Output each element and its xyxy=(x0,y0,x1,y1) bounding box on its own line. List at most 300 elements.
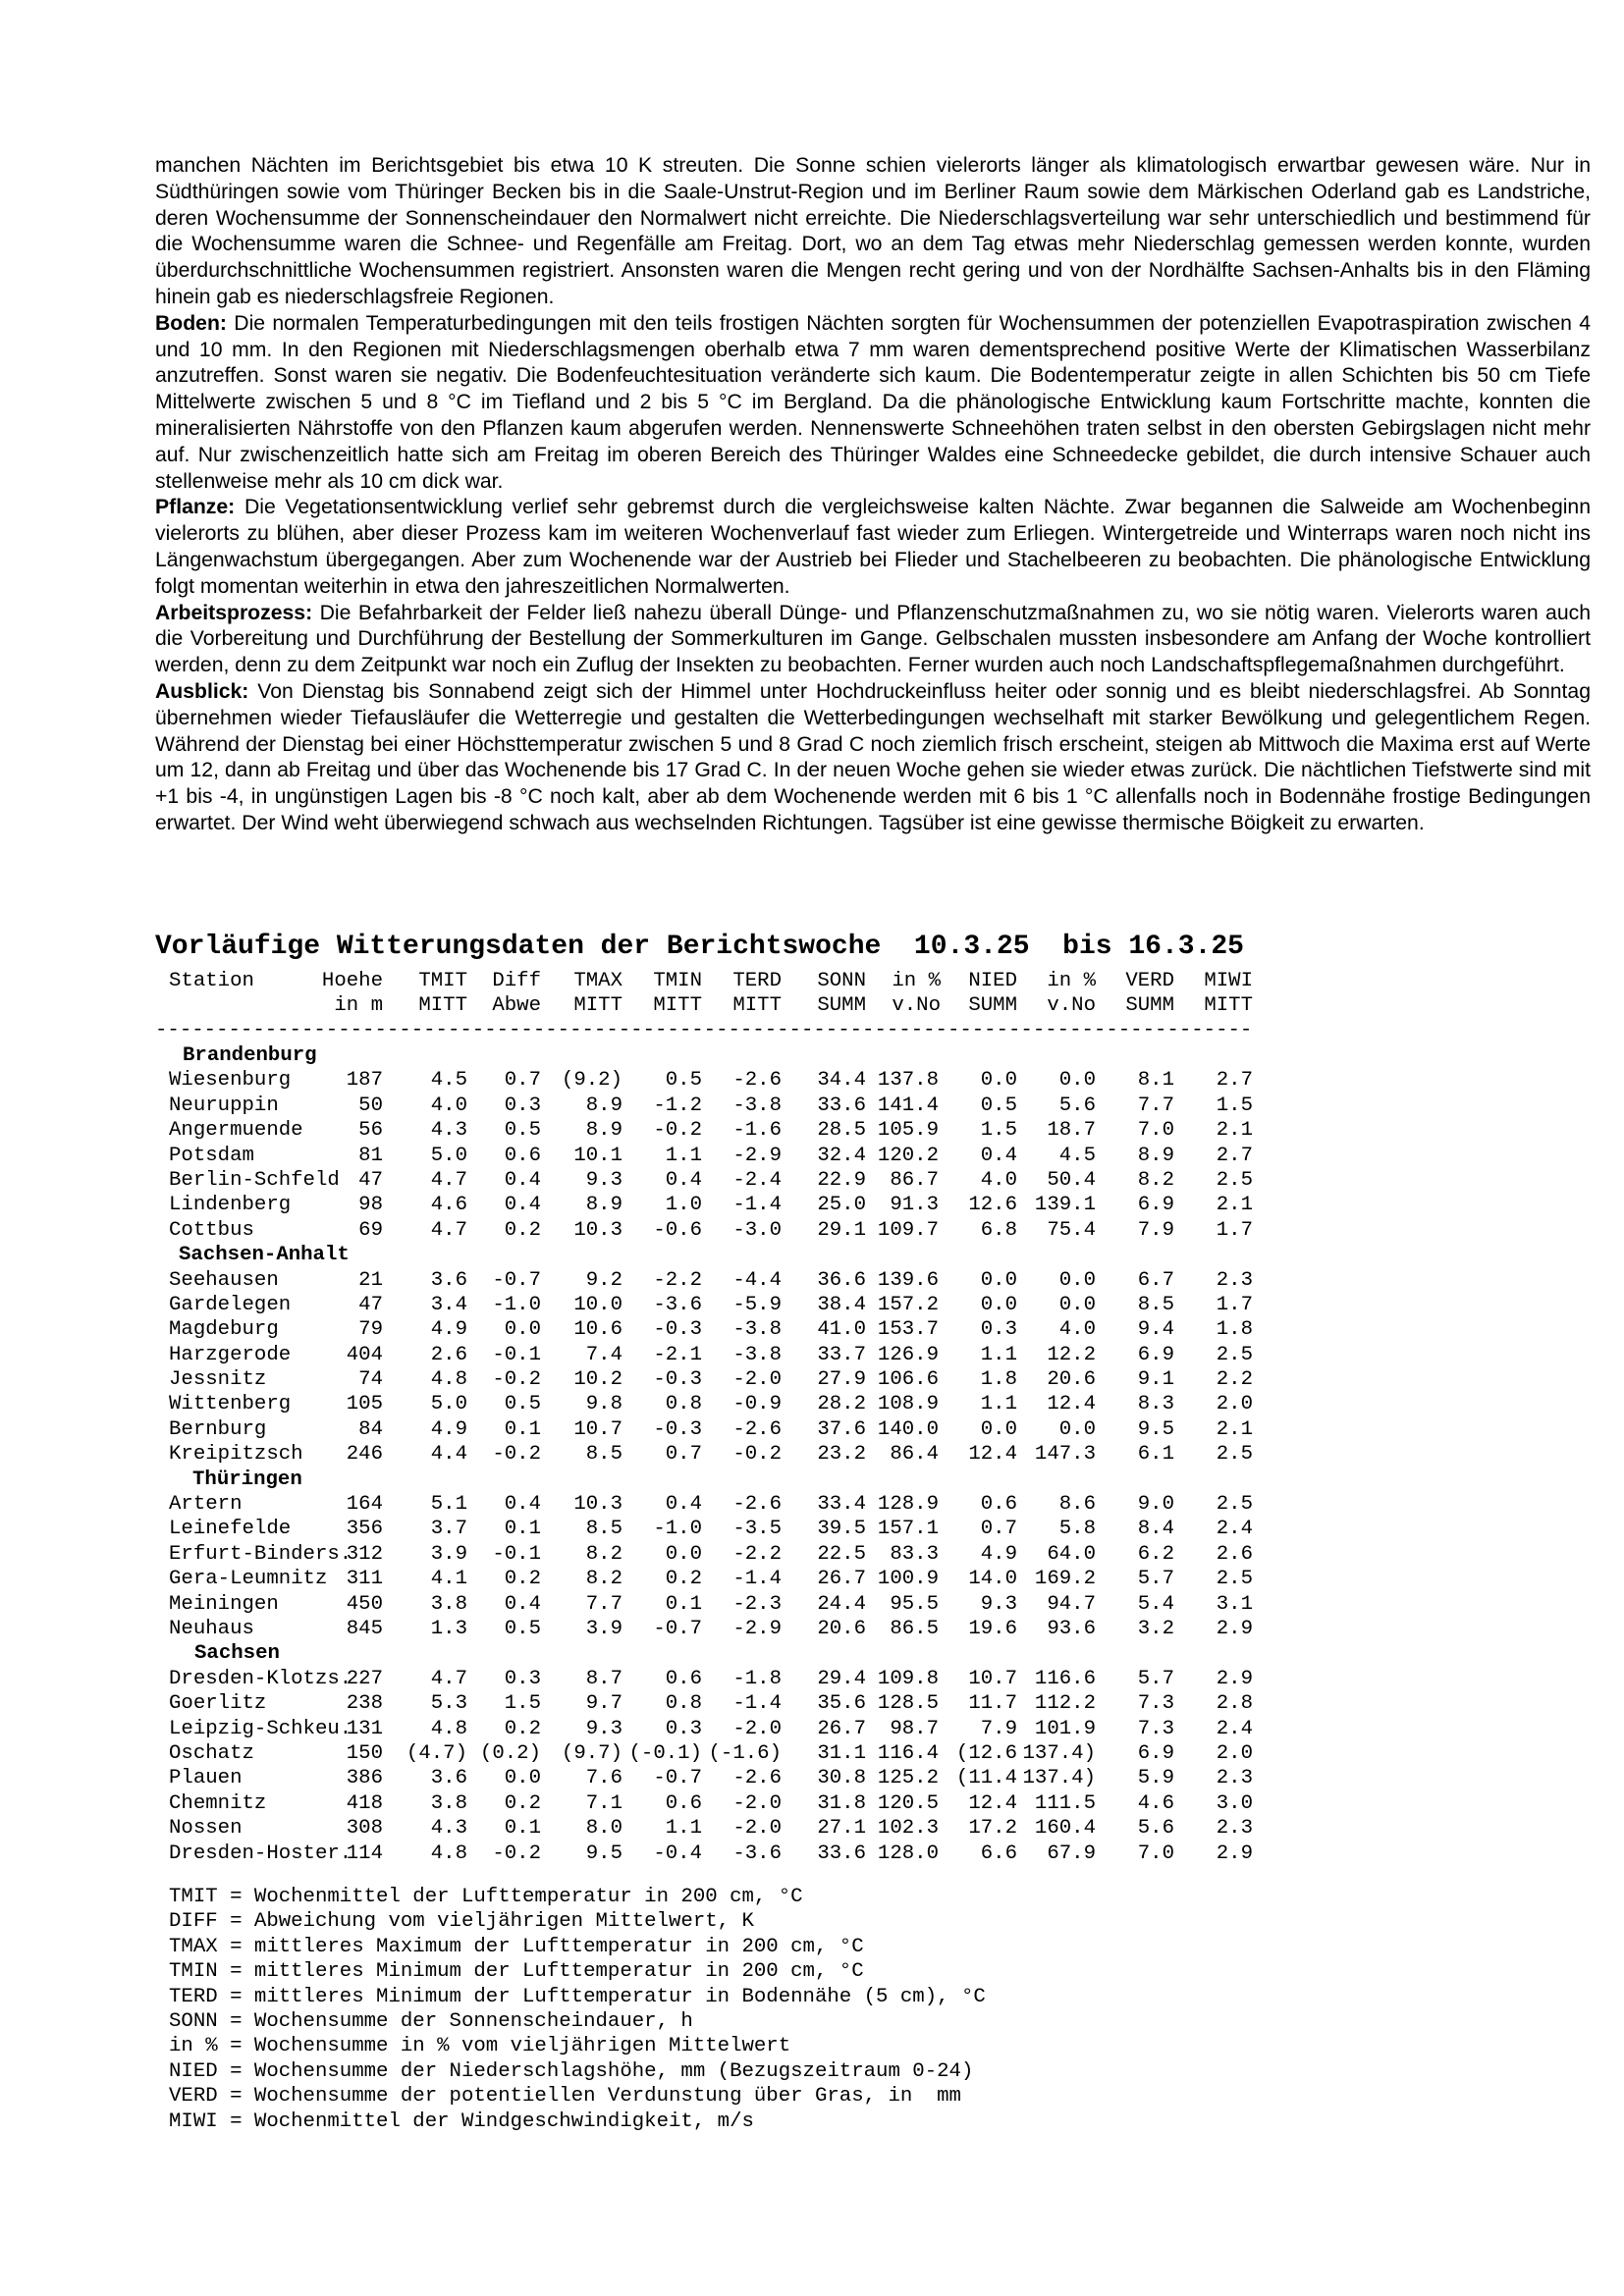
table-cell: -3.6 xyxy=(732,1842,782,1865)
table-cell: 2.5 xyxy=(1216,1568,1253,1591)
table-cell: 98 xyxy=(358,1194,383,1217)
table-cell: 1.1 xyxy=(980,1343,1017,1366)
table-cell: 1.1 xyxy=(980,1393,1017,1416)
table-cell: 8.9 xyxy=(585,1194,623,1217)
station-name: Potsdam xyxy=(169,1144,254,1167)
paragraph xyxy=(155,153,1591,311)
table-cell: 32.4 xyxy=(817,1144,866,1167)
table-cell: 4.8 xyxy=(430,1368,467,1392)
table-cell: 3.8 xyxy=(430,1791,467,1815)
table-cell: 8.5 xyxy=(1137,1293,1174,1316)
table-cell: 8.9 xyxy=(1137,1144,1174,1167)
table-row xyxy=(155,1667,1294,1691)
table-cell: -0.1 xyxy=(492,1343,541,1366)
table-cell: -2.6 xyxy=(732,1767,782,1790)
table-cell: 0.5 xyxy=(980,1094,1017,1117)
table-cell: 3.0 xyxy=(1216,1791,1253,1815)
table-cell: 0.1 xyxy=(504,1518,541,1541)
table-cell: 74 xyxy=(358,1368,383,1392)
table-cell: 12.4 xyxy=(1047,1393,1096,1416)
table-cell: 50 xyxy=(358,1094,383,1117)
station-name: Dresden-Klotzs. xyxy=(169,1667,352,1690)
table-cell: -2.3 xyxy=(732,1592,782,1616)
table-cell: 137.4) xyxy=(1022,1741,1096,1765)
table-cell: -0.3 xyxy=(653,1417,702,1441)
table-cell: 10.3 xyxy=(573,1493,623,1517)
table-cell: -1.0 xyxy=(492,1293,541,1316)
table-cell: 386 xyxy=(346,1767,383,1790)
header-cell: in % xyxy=(892,970,941,992)
table-cell: 0.0 xyxy=(980,1293,1017,1316)
table-cell: 7.7 xyxy=(1137,1094,1174,1117)
table-cell: -3.5 xyxy=(732,1518,782,1541)
table-cell: 308 xyxy=(346,1817,383,1841)
table-cell: 2.7 xyxy=(1216,1069,1253,1093)
table-cell: 39.5 xyxy=(817,1518,866,1541)
table-cell: 5.6 xyxy=(1058,1094,1096,1117)
station-name: Harzgerode xyxy=(169,1343,292,1366)
table-row xyxy=(155,1367,1294,1392)
table-cell: 0.0 xyxy=(1058,1417,1096,1441)
table-cell: -0.7 xyxy=(653,1617,702,1640)
table-cell: 10.6 xyxy=(573,1318,623,1342)
table-cell: 19.6 xyxy=(968,1617,1017,1640)
table-cell: 418 xyxy=(346,1791,383,1815)
table-cell: 94.7 xyxy=(1047,1592,1096,1616)
table-cell: 120.2 xyxy=(877,1144,939,1167)
table-cell: -1.4 xyxy=(732,1194,782,1217)
table-cell: 0.7 xyxy=(665,1443,702,1467)
table-cell: 3.8 xyxy=(430,1592,467,1616)
table-cell: 64.0 xyxy=(1047,1542,1096,1566)
station-name: Goerlitz xyxy=(169,1692,267,1716)
table-cell: 4.8 xyxy=(430,1717,467,1740)
table-cell: 0.4 xyxy=(504,1592,541,1616)
table-cell: 0.5 xyxy=(504,1617,541,1640)
table-cell: 9.8 xyxy=(585,1393,623,1416)
table-cell: 150 xyxy=(346,1741,383,1765)
table-cell: 0.4 xyxy=(665,1168,702,1192)
table-cell: (9.7) xyxy=(561,1741,623,1765)
paragraph-text: Die normalen Temperaturbedingungen mit den teils frostigen Nächten sorgten für Wochensummen der potenziellen Evapotraspiration zwischen 4 und 10 mm. In den Regionen mit Niederschlagsmengen oberhalb etwa 7 mm waren dementsprechend positive Werte der Klimatischen Wasserbilanz anzutreffen. Sonst waren sie negativ. Die Bodenfeuchtesituation veränderte sich kaum. Die Bodentemperatur zeigte in allen Schichten bis 50 cm Tiefe Mittelwerte zwischen 5 und 8 °C im Tiefland und 2 bis 5 °C im Bergland. Da die phänologische Entwicklung kaum Fortschritte machte, konnten die mineralisierten Nährstoffe von den Pflanzen kaum abgerufen werden. Nennenswerte Schneehöhen traten selbst in den obersten Gebirgslagen nicht mehr auf. Nur zwischenzeitlich hatte sich am Freitag im oberen Bereich des Thüringer Waldes eine Schneedecke gebildet, die durch intensive Schauer auch stellenweise mehr als 10 cm dick war. xyxy=(155,311,1592,493)
table-cell: 56 xyxy=(358,1119,383,1143)
table-row xyxy=(155,1617,1294,1641)
table-cell: 0.1 xyxy=(504,1417,541,1441)
table-cell: 1.5 xyxy=(1216,1094,1253,1117)
legend-line: TERD = mittleres Minimum der Lufttemperatur in Bodennähe (5 cm), °C xyxy=(169,1985,986,2008)
table-cell: 0.4 xyxy=(504,1194,541,1217)
table-cell: 50.4 xyxy=(1047,1168,1096,1192)
table-cell: 29.4 xyxy=(817,1667,866,1690)
table-cell: 4.9 xyxy=(430,1318,467,1342)
table-cell: 0.4 xyxy=(665,1493,702,1517)
table-cell: 4.0 xyxy=(430,1094,467,1117)
table-cell: 140.0 xyxy=(877,1417,939,1441)
station-name: Wiesenburg xyxy=(169,1069,292,1093)
table-cell: 0.7 xyxy=(504,1069,541,1093)
table-row xyxy=(155,1567,1294,1591)
table-cell: 26.7 xyxy=(817,1717,866,1740)
table-title: Vorläufige Witterungsdaten der Berichtswoche 10.3.25 bis 16.3.25 xyxy=(155,932,1244,962)
table-cell: 0.8 xyxy=(665,1692,702,1716)
paragraph xyxy=(155,495,1591,600)
table-cell: -1.4 xyxy=(732,1568,782,1591)
region-name: Brandenburg xyxy=(183,1044,317,1067)
header-cell: SUMM xyxy=(817,994,866,1018)
table-cell: 9.2 xyxy=(585,1268,623,1292)
table-cell: 5.0 xyxy=(430,1144,467,1167)
table-cell: 9.4 xyxy=(1137,1318,1174,1342)
table-cell: 450 xyxy=(346,1592,383,1616)
table-cell: 4.5 xyxy=(1058,1144,1096,1167)
table-cell: 8.1 xyxy=(1137,1069,1174,1093)
table-cell: (-1.6) xyxy=(708,1741,782,1765)
paragraph xyxy=(155,311,1591,496)
table-cell: 75.4 xyxy=(1047,1218,1096,1242)
table-cell: 0.3 xyxy=(504,1667,541,1690)
table-cell: -3.8 xyxy=(732,1318,782,1342)
table-row xyxy=(155,1816,1294,1841)
table-separator: ------------------------------------------------------------------------------------------ xyxy=(155,1019,1253,1041)
table-cell: 3.2 xyxy=(1137,1617,1174,1640)
table-cell: 8.7 xyxy=(585,1667,623,1690)
station-name: Artern xyxy=(169,1493,243,1517)
table-cell: 4.7 xyxy=(430,1218,467,1242)
table-cell: 18.7 xyxy=(1047,1119,1096,1143)
header-cell: v.No xyxy=(1047,994,1096,1018)
table-cell: 6.6 xyxy=(980,1842,1017,1865)
table-cell: 101.9 xyxy=(1034,1717,1096,1740)
table-cell: 100.9 xyxy=(877,1568,939,1591)
station-name: Seehausen xyxy=(169,1268,279,1292)
table-cell: 2.4 xyxy=(1216,1717,1253,1740)
legend-line: MIWI = Wochenmittel der Windgeschwindigkeit, m/s xyxy=(169,2109,754,2133)
header-cell: MITT xyxy=(1204,994,1253,1018)
header-cell: SONN xyxy=(817,970,866,992)
table-row xyxy=(155,1293,1294,1317)
table-cell: 2.5 xyxy=(1216,1168,1253,1192)
table-cell: 4.3 xyxy=(430,1119,467,1143)
station-name: Leipzig-Schkeu. xyxy=(169,1717,352,1740)
table-cell: 8.4 xyxy=(1137,1518,1174,1541)
table-cell: 116.6 xyxy=(1034,1667,1096,1690)
table-cell: 11.7 xyxy=(968,1692,1017,1716)
table-cell: 153.7 xyxy=(877,1318,939,1342)
table-cell: 69 xyxy=(358,1218,383,1242)
report-text xyxy=(155,153,1591,837)
table-cell: 10.0 xyxy=(573,1293,623,1316)
header-cell: MITT xyxy=(418,994,467,1018)
table-cell: 147.3 xyxy=(1034,1443,1096,1467)
table-row xyxy=(155,1691,1294,1716)
table-row xyxy=(155,1392,1294,1416)
table-row xyxy=(155,1791,1294,1816)
table-cell: 2.5 xyxy=(1216,1493,1253,1517)
legend-line: in % = Wochensumme in % vom vieljährigen Mittelwert xyxy=(169,2035,791,2058)
table-cell: 3.9 xyxy=(430,1542,467,1566)
table-cell: -0.6 xyxy=(653,1218,702,1242)
legend-line: DIFF = Abweichung vom vieljährigen Mittelwert, K xyxy=(169,1910,754,1934)
table-cell: 9.3 xyxy=(585,1717,623,1740)
table-cell: 131 xyxy=(346,1717,383,1740)
table-cell: 6.9 xyxy=(1137,1343,1174,1366)
table-body xyxy=(155,1043,1294,1866)
table-cell: 27.1 xyxy=(817,1817,866,1841)
paragraph xyxy=(155,679,1591,837)
table-cell: -2.6 xyxy=(732,1417,782,1441)
table-cell: 6.9 xyxy=(1137,1741,1174,1765)
table-cell: 28.5 xyxy=(817,1119,866,1143)
table-cell: 79 xyxy=(358,1318,383,1342)
table-cell: 7.6 xyxy=(585,1767,623,1790)
table-cell: 2.5 xyxy=(1216,1443,1253,1467)
table-cell: 9.3 xyxy=(585,1168,623,1192)
header-cell: in % xyxy=(1047,970,1096,992)
table-cell: 6.8 xyxy=(980,1218,1017,1242)
table-cell: 20.6 xyxy=(1047,1368,1096,1392)
table-cell: 8.9 xyxy=(585,1094,623,1117)
table-cell: 26.7 xyxy=(817,1568,866,1591)
station-name: Wittenberg xyxy=(169,1393,292,1416)
table-cell: 7.9 xyxy=(1137,1218,1174,1242)
table-cell: 9.1 xyxy=(1137,1368,1174,1392)
station-name: Dresden-Hoster. xyxy=(169,1842,352,1865)
table-cell: 0.0 xyxy=(665,1542,702,1566)
table-cell: -3.0 xyxy=(732,1218,782,1242)
header-row xyxy=(155,969,1294,993)
header-cell: MITT xyxy=(653,994,702,1018)
header-cell: MIWI xyxy=(1204,970,1253,992)
paragraph-lead: Pflanze: xyxy=(155,496,236,519)
table-cell: -2.9 xyxy=(732,1144,782,1167)
paragraph-text: Die Befahrbarkeit der Felder ließ nahezu überall Dünge- und Pflanzenschutzmaßnahmen zu, wo sie nötig waren. Vielerorts waren auch die Vorbereitung und Durchführung der Bestellung der Sommerkulturen im Gange. Gelbschalen mussten insbesondere am Anfang der Woche kontrolliert werden, denn zu dem Zeitpunkt war noch ein Zuflug der Insekten zu beobachten. Ferner wurden auch noch Landschaftspflegemaßnahmen durchgeführt. xyxy=(155,601,1592,677)
station-name: Neuruppin xyxy=(169,1094,279,1117)
table-cell: 137.4) xyxy=(1022,1767,1096,1790)
header-cell: TERD xyxy=(732,970,782,992)
station-name: Plauen xyxy=(169,1767,243,1790)
header-cell: SUMM xyxy=(968,994,1017,1018)
header-row xyxy=(155,993,1294,1018)
table-cell: 34.4 xyxy=(817,1069,866,1093)
table-cell: (9.2) xyxy=(561,1069,623,1093)
table-cell: 0.3 xyxy=(665,1717,702,1740)
table-row xyxy=(155,1741,1294,1766)
table-cell: -2.9 xyxy=(732,1617,782,1640)
table-cell: 1.1 xyxy=(665,1817,702,1841)
table-cell: 128.5 xyxy=(877,1692,939,1716)
table-cell: 0.4 xyxy=(504,1168,541,1192)
table-cell: 356 xyxy=(346,1518,383,1541)
table-cell: 246 xyxy=(346,1443,383,1467)
table-cell: 33.6 xyxy=(817,1842,866,1865)
table-cell: -0.9 xyxy=(732,1393,782,1416)
table-cell: 0.0 xyxy=(504,1318,541,1342)
station-name: Cottbus xyxy=(169,1218,254,1242)
station-name: Gardelegen xyxy=(169,1293,292,1316)
table-cell: 20.6 xyxy=(817,1617,866,1640)
table-cell: 227 xyxy=(346,1667,383,1690)
table-cell: -0.2 xyxy=(492,1368,541,1392)
header-cell: Hoehe xyxy=(321,970,383,992)
table-cell: 31.8 xyxy=(817,1791,866,1815)
station-name: Leinefelde xyxy=(169,1518,292,1541)
header-cell: MITT xyxy=(732,994,782,1018)
table-cell: -2.0 xyxy=(732,1717,782,1740)
table-row xyxy=(155,1592,1294,1617)
table-cell: -1.6 xyxy=(732,1119,782,1143)
header-cell: v.No xyxy=(892,994,941,1018)
table-cell: 108.9 xyxy=(877,1393,939,1416)
table-cell: 0.4 xyxy=(504,1493,541,1517)
table-cell: 0.6 xyxy=(504,1144,541,1167)
table-cell: 36.6 xyxy=(817,1268,866,1292)
table-row xyxy=(155,1218,1294,1243)
table-row xyxy=(155,1094,1294,1118)
table-cell: 93.6 xyxy=(1047,1617,1096,1640)
table-cell: 1.7 xyxy=(1216,1218,1253,1242)
table-cell: 125.2 xyxy=(877,1767,939,1790)
table-cell: 311 xyxy=(346,1568,383,1591)
table-cell: 312 xyxy=(346,1542,383,1566)
table-cell: -2.2 xyxy=(732,1542,782,1566)
table-cell: 105 xyxy=(346,1393,383,1416)
table-cell: 14.0 xyxy=(968,1568,1017,1591)
table-cell: -3.8 xyxy=(732,1094,782,1117)
table-cell: 0.0 xyxy=(980,1268,1017,1292)
header-cell: SUMM xyxy=(1125,994,1174,1018)
table-cell: 28.2 xyxy=(817,1393,866,1416)
table-cell: 12.2 xyxy=(1047,1343,1096,1366)
table-cell: 31.1 xyxy=(817,1741,866,1765)
table-cell: 95.5 xyxy=(890,1592,939,1616)
table-cell: 47 xyxy=(358,1168,383,1192)
table-row xyxy=(155,1442,1294,1467)
table-cell: 6.1 xyxy=(1137,1443,1174,1467)
table-cell: 187 xyxy=(346,1069,383,1093)
table-row xyxy=(155,1193,1294,1217)
header-cell: NIED xyxy=(968,970,1017,992)
table-cell: 0.5 xyxy=(665,1069,702,1093)
table-cell: 3.4 xyxy=(430,1293,467,1316)
table-cell: 0.0 xyxy=(504,1767,541,1790)
table-cell: 3.6 xyxy=(430,1268,467,1292)
table-cell: 23.2 xyxy=(817,1443,866,1467)
table-cell: 41.0 xyxy=(817,1318,866,1342)
station-name: Jessnitz xyxy=(169,1368,267,1392)
table-cell: 33.4 xyxy=(817,1493,866,1517)
table-cell: 6.7 xyxy=(1137,1268,1174,1292)
header-cell: Station xyxy=(169,970,254,992)
table-cell: 2.9 xyxy=(1216,1667,1253,1690)
region-name: Thüringen xyxy=(192,1468,302,1491)
table-cell: -2.4 xyxy=(732,1168,782,1192)
table-cell: 6.2 xyxy=(1137,1542,1174,1566)
table-cell: 4.0 xyxy=(1058,1318,1096,1342)
station-name: Nossen xyxy=(169,1817,243,1841)
table-cell: 33.6 xyxy=(817,1094,866,1117)
table-cell: 139.6 xyxy=(877,1268,939,1292)
table-cell: 4.4 xyxy=(430,1443,467,1467)
table-cell: 24.4 xyxy=(817,1592,866,1616)
table-cell: 7.0 xyxy=(1137,1119,1174,1143)
table-cell: -4.4 xyxy=(732,1268,782,1292)
region-name: Sachsen-Anhalt xyxy=(179,1244,350,1267)
table-cell: 2.0 xyxy=(1216,1741,1253,1765)
table-cell: 238 xyxy=(346,1692,383,1716)
legend-line: TMAX = mittleres Maximum der Lufttemperatur in 200 cm, °C xyxy=(169,1935,864,1958)
table-cell: 0.6 xyxy=(980,1493,1017,1517)
table-cell: 0.0 xyxy=(980,1417,1017,1441)
table-cell: 5.1 xyxy=(430,1493,467,1517)
table-cell: 8.2 xyxy=(1137,1168,1174,1192)
table-cell: 35.6 xyxy=(817,1692,866,1716)
table-cell: 116.4 xyxy=(877,1741,939,1765)
table-cell: 3.7 xyxy=(430,1518,467,1541)
header-cell: MITT xyxy=(573,994,623,1018)
table-row xyxy=(155,1343,1294,1367)
table-cell: 2.8 xyxy=(1216,1692,1253,1716)
table-cell: -3.8 xyxy=(732,1343,782,1366)
table-cell: 84 xyxy=(358,1417,383,1441)
table-cell: -1.4 xyxy=(732,1692,782,1716)
table-cell: 9.0 xyxy=(1137,1493,1174,1517)
table-cell: 157.2 xyxy=(877,1293,939,1316)
table-cell: (12.6 xyxy=(955,1741,1017,1765)
table-row xyxy=(155,1717,1294,1741)
table-cell: 4.6 xyxy=(430,1194,467,1217)
table-cell: 3.6 xyxy=(430,1767,467,1790)
table-cell: 0.2 xyxy=(665,1568,702,1591)
table-cell: 164 xyxy=(346,1493,383,1517)
table-cell: -0.7 xyxy=(492,1268,541,1292)
table-cell: 47 xyxy=(358,1293,383,1316)
table-cell: 120.5 xyxy=(877,1791,939,1815)
legend-line: SONN = Wochensumme der Sonnenscheindauer, h xyxy=(169,2010,693,2034)
paragraph xyxy=(155,601,1591,679)
table-row xyxy=(155,1842,1294,1866)
table-cell: 109.8 xyxy=(877,1667,939,1690)
table-cell: 6.9 xyxy=(1137,1194,1174,1217)
table-cell: 22.9 xyxy=(817,1168,866,1192)
table-cell: 8.3 xyxy=(1137,1393,1174,1416)
table-cell: 2.1 xyxy=(1216,1194,1253,1217)
region-heading xyxy=(155,1043,1294,1068)
table-cell: 7.3 xyxy=(1137,1717,1174,1740)
table-cell: 4.6 xyxy=(1137,1791,1174,1815)
table-cell: 128.9 xyxy=(877,1493,939,1517)
table-cell: 12.4 xyxy=(968,1443,1017,1467)
table-cell: 2.3 xyxy=(1216,1817,1253,1841)
table-row xyxy=(155,1068,1294,1093)
table-cell: 8.2 xyxy=(585,1568,623,1591)
table-cell: 4.5 xyxy=(430,1069,467,1093)
table-cell: 4.3 xyxy=(430,1817,467,1841)
table-cell: 128.0 xyxy=(877,1842,939,1865)
table-cell: 0.5 xyxy=(504,1119,541,1143)
station-name: Angermuende xyxy=(169,1119,303,1143)
table-row xyxy=(155,1766,1294,1790)
table-cell: 0.1 xyxy=(504,1817,541,1841)
paragraph-lead: Boden: xyxy=(155,311,227,335)
station-name: Chemnitz xyxy=(169,1791,267,1815)
table-row xyxy=(155,1118,1294,1143)
table-cell: 2.9 xyxy=(1216,1842,1253,1865)
table-cell: 0.0 xyxy=(1058,1293,1096,1316)
table-cell: -2.0 xyxy=(732,1791,782,1815)
header-cell: TMIT xyxy=(418,970,467,992)
table-cell: 0.6 xyxy=(665,1667,702,1690)
header-cell: TMIN xyxy=(653,970,702,992)
